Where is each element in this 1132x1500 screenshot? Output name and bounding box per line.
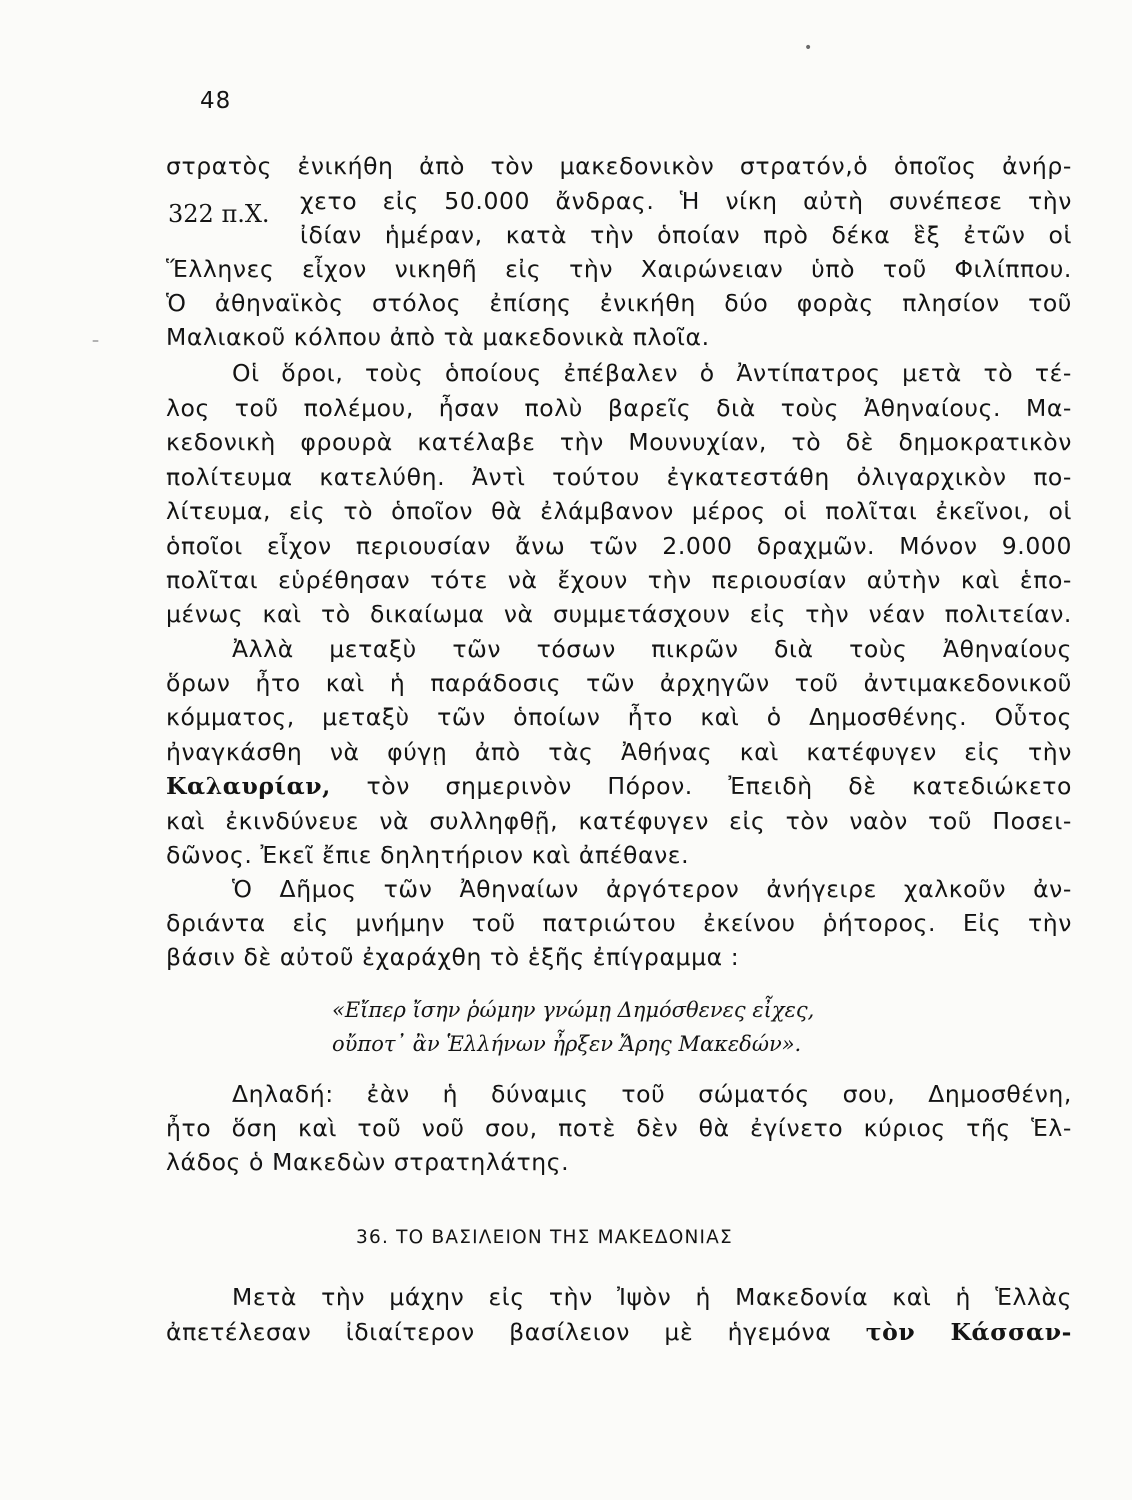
text-line: ἦτο ὅση καὶ τοῦ νοῦ σου, ποτὲ δὲν θὰ ἐγίνετο κύριος τῆς Ἑλ- <box>166 1114 1072 1142</box>
text-line: δριάντα εἰς μνήμην τοῦ πατριώτου ἐκείνου ῥήτορος. Εἰς τὴν <box>166 909 1072 937</box>
text-line: Μαλιακοῦ κόλπου ἀπὸ τὰ μακεδονικὰ πλοῖα. <box>166 323 710 351</box>
text-line: Ἕλληνες εἶχον νικηθῆ εἰς τὴν Χαιρώνειαν ὑπὸ τοῦ Φιλίππου. <box>166 255 1072 283</box>
section-heading: 36. ΤΟ ΒΑΣΙΛΕΙΟΝ ΤΗΣ ΜΑΚΕΔΟΝΙΑΣ <box>356 1227 733 1248</box>
text-span: ἀπετέλεσαν ἰδιαίτερον βασίλειον μὲ ἡγεμόνα <box>166 1318 866 1346</box>
text-line: Οἱ ὅροι, τοὺς ὁποίους ἐπέβαλεν ὁ Ἀντίπατρος μετὰ τὸ τέ- <box>232 359 1072 387</box>
page-number: 48 <box>200 88 232 114</box>
name-bold: τὸν Κάσσαν- <box>865 1318 1072 1346</box>
place-name-bold: Καλαυρίαν, <box>166 772 331 800</box>
text-line: στρατὸς ἐνικήθη ἀπὸ τὸν μακεδονικὸν στρατόν,ὁ ὁποῖος ἀνήρ- <box>166 152 1072 180</box>
text-line: πολίτευμα κατελύθη. Ἀντὶ τούτου ἐγκατεστάθη ὀλιγαρχικὸν πο- <box>166 463 1072 491</box>
margin-dash-mark: – <box>92 333 99 349</box>
text-span: τὸν σημερινὸν Πόρον. Ἐπειδὴ δὲ κατεδιώκετο <box>330 772 1072 800</box>
text-line: Ὁ Δῆμος τῶν Ἀθηναίων ἀργότερον ἀνήγειρε χαλκοῦν ἀν- <box>232 875 1072 903</box>
text-line: χετο εἰς 50.000 ἄνδρας. Ἡ νίκη αὐτὴ συνέπεσε τὴν <box>300 187 1072 215</box>
text-line: Μετὰ τὴν μάχην εἰς τὴν Ἰψὸν ἡ Μακεδονία καὶ ἡ Ἑλλὰς <box>232 1283 1072 1311</box>
margin-date: 322 π.Χ. <box>168 200 270 228</box>
text-line: δῶνος. Ἐκεῖ ἔπιε δηλητήριον καὶ ἀπέθανε. <box>166 841 690 869</box>
text-line: Ὁ ἀθηναϊκὸς στόλος ἐπίσης ἐνικήθη δύο φορὰς πλησίον τοῦ <box>166 289 1072 317</box>
text-line: ὅρων ἦτο καὶ ἡ παράδοσις τῶν ἀρχηγῶν τοῦ ἀντιμακεδονικοῦ <box>166 669 1072 697</box>
text-line: λος τοῦ πολέμου, ἦσαν πολὺ βαρεῖς διὰ τοὺς Ἀθηναίους. Μα- <box>166 394 1072 422</box>
text-line: ἰδίαν ἡμέραν, κατὰ τὴν ὁποίαν πρὸ δέκα ἓξ ἐτῶν οἱ <box>300 221 1072 249</box>
text-line <box>166 1316 1072 1348</box>
text-line: Ἀλλὰ μεταξὺ τῶν τόσων πικρῶν διὰ τοὺς Ἀθηναίους <box>232 635 1072 663</box>
text-line: ὁποῖοι εἶχον περιουσίαν ἄνω τῶν 2.000 δραχμῶν. Μόνον 9.000 <box>166 532 1072 560</box>
epigram-line: «Εἴπερ ἴσην ῥώμην γνώμῃ Δημόσθενες εἶχες, <box>332 998 815 1022</box>
text-line: κεδονικὴ φρουρὰ κατέλαβε τὴν Μουνυχίαν, τὸ δὲ δημοκρατικὸν <box>166 428 1072 456</box>
epigram-line: οὔποτ᾽ ἂν Ἑλλήνων ἦρξεν Ἄρης Μακεδών». <box>332 1032 802 1056</box>
text-line: καὶ ἐκινδύνευε νὰ συλληφθῇ, κατέφυγεν εἰς τὸν ναὸν τοῦ Ποσει- <box>166 807 1072 835</box>
text-line: Δηλαδή: ἐὰν ἡ δύναμις τοῦ σώματός σου, Δημοσθένη, <box>232 1080 1072 1108</box>
text-line <box>166 770 1072 802</box>
scan-dot-mark: • <box>804 40 813 56</box>
text-line: λίτευμα, εἰς τὸ ὁποῖον θὰ ἐλάμβανον μέρος οἱ πολῖται ἐκεῖνοι, οἱ <box>166 497 1072 525</box>
text-line: ἠναγκάσθη νὰ φύγῃ ἀπὸ τὰς Ἀθήνας καὶ κατέφυγεν εἰς τὴν <box>166 738 1072 766</box>
text-line: λάδος ὁ Μακεδὼν στρατηλάτης. <box>166 1148 570 1176</box>
text-line: πολῖται εὑρέθησαν τότε νὰ ἔχουν τὴν περιουσίαν αὐτὴν καὶ ἑπο- <box>166 566 1072 594</box>
text-line: μένως καὶ τὸ δικαίωμα νὰ συμμετάσχουν εἰς τὴν νέαν πολιτείαν. <box>166 600 1072 628</box>
text-line: κόμματος, μεταξὺ τῶν ὁποίων ἦτο καὶ ὁ Δημοσθένης. Οὗτος <box>166 703 1072 731</box>
text-line: βάσιν δὲ αὐτοῦ ἐχαράχθη τὸ ἑξῆς ἐπίγραμμα : <box>166 943 740 971</box>
